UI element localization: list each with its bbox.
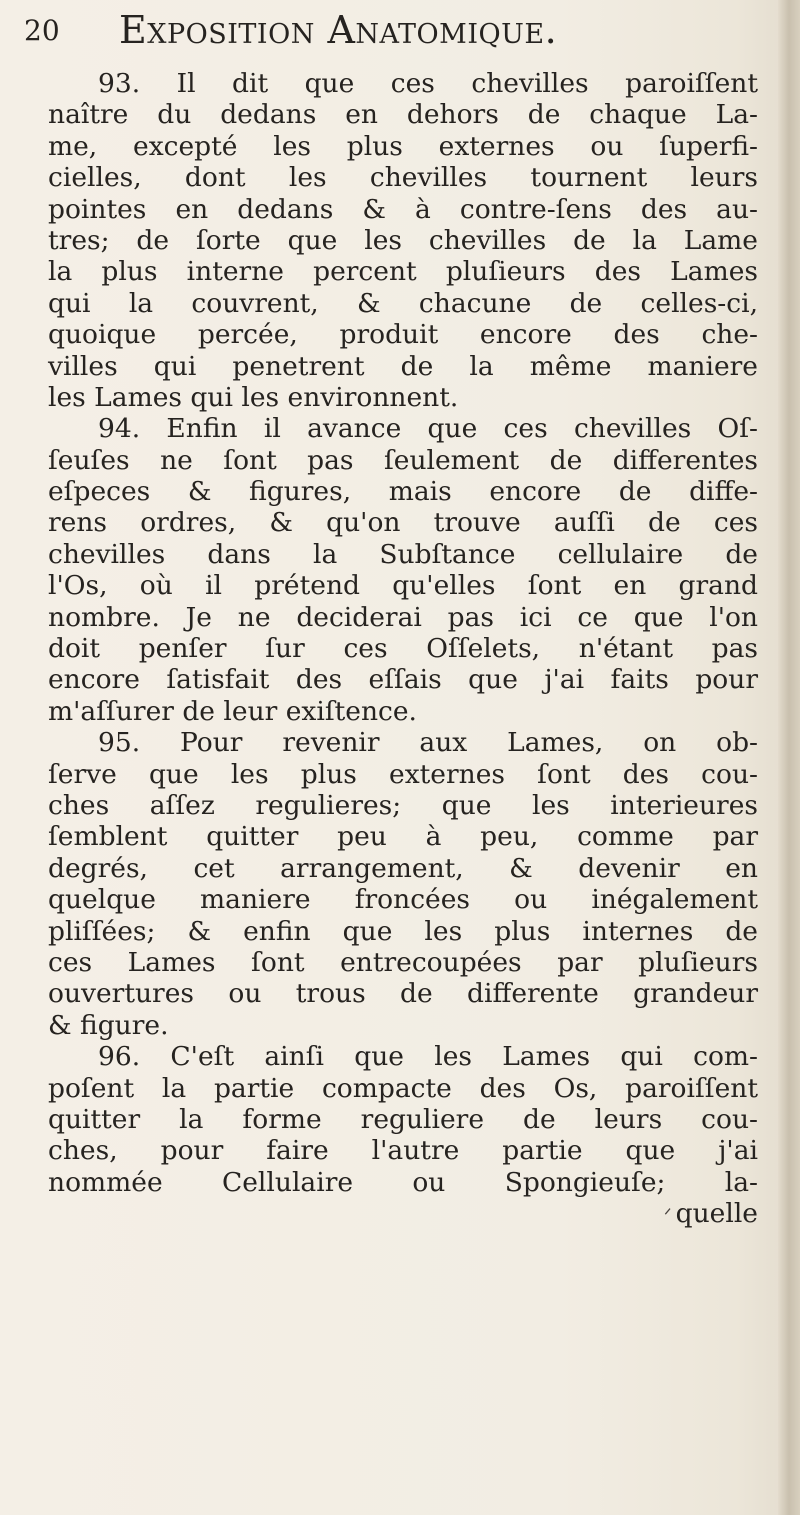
text-line: villes qui penetrent de la même maniere (48, 350, 758, 382)
text-line: chevilles dans la Subſtance cellulaire de (48, 538, 758, 570)
text-line: ces Lames ſont entrecoupées par pluſieurs (48, 946, 758, 978)
text-line: 93. Il dit que ces chevilles paroiſſent (98, 68, 758, 99)
text-line: encore ſatisfait des eſſais que j'ai faits pour (48, 664, 758, 696)
text-line: l'Os, où il prétend qu'elles ſont en grand (48, 570, 758, 602)
text-line: 96. C'eſt ainſi que les Lames qui com- (98, 1041, 758, 1073)
text-line: m'aſſurer de leur exiſtence. (48, 695, 417, 727)
text-line: ſemblent quitter peu à peu, comme par (48, 821, 758, 853)
text-line: & figure. (48, 1009, 169, 1041)
page-header (24, 8, 744, 68)
text-line: pliſſées; & enfin que les plus internes de (48, 915, 758, 947)
ink-mark: ᐟ (664, 1205, 672, 1226)
running-title: Exposition Anatomique. (119, 8, 558, 52)
text-line: ſeuſes ne ſont pas ſeulement de differentes (48, 444, 758, 476)
text-line: quoique percée, produit encore des che- (48, 319, 758, 351)
text-line: nombre. Je ne deciderai pas ici ce que l'on (48, 601, 758, 633)
text-line: nommée Cellulaire ou Spongieuſe; la- (48, 1166, 758, 1198)
catchword: quelle (675, 1198, 758, 1230)
text-line: 95. Pour revenir aux Lames, on ob- (98, 727, 758, 759)
text-line: poſent la partie compacte des Os, paroiſſent (48, 1072, 758, 1104)
text-line: pointes en dedans & à contre-ſens des au- (48, 193, 758, 225)
page-gutter-edge (778, 0, 800, 1515)
text-line: naître du dedans en dehors de chaque La- (48, 99, 758, 131)
text-line: la plus interne percent pluſieurs des Lames (48, 256, 758, 288)
text-line: ouvertures ou trous de differente grandeur (48, 978, 758, 1010)
text-line: 94. Enfin il avance que ces chevilles Oſ- (98, 413, 758, 445)
page-number: 20 (24, 14, 60, 47)
text-line: ſerve que les plus externes ſont des cou- (48, 758, 758, 790)
text-line: ches aſſez regulieres; que les interieures (48, 789, 758, 821)
text-line: les Lames qui les environnent. (48, 381, 459, 413)
body-text (48, 68, 758, 1229)
text-line: degrés, cet arrangement, & devenir en (48, 852, 758, 884)
text-line: ches, pour faire l'autre partie que j'ai (48, 1135, 758, 1167)
text-line: quitter la forme reguliere de leurs cou- (48, 1103, 758, 1135)
text-line: rens ordres, & qu'on trouve auſſi de ces (48, 507, 758, 539)
text-line: doit penſer ſur ces Oſſelets, n'étant pas (48, 633, 758, 665)
text-line: me, excepté les plus externes ou ſuperfi- (48, 130, 758, 162)
text-line: qui la couvrent, & chacune de celles-ci, (48, 287, 758, 319)
text-line: cielles, dont les chevilles tournent leurs (48, 162, 758, 194)
text-line: tres; de ſorte que les chevilles de la Lame (48, 224, 758, 256)
text-line: quelque maniere froncées ou inégalement (48, 884, 758, 916)
text-line: eſpeces & figures, mais encore de diffe- (48, 476, 758, 508)
